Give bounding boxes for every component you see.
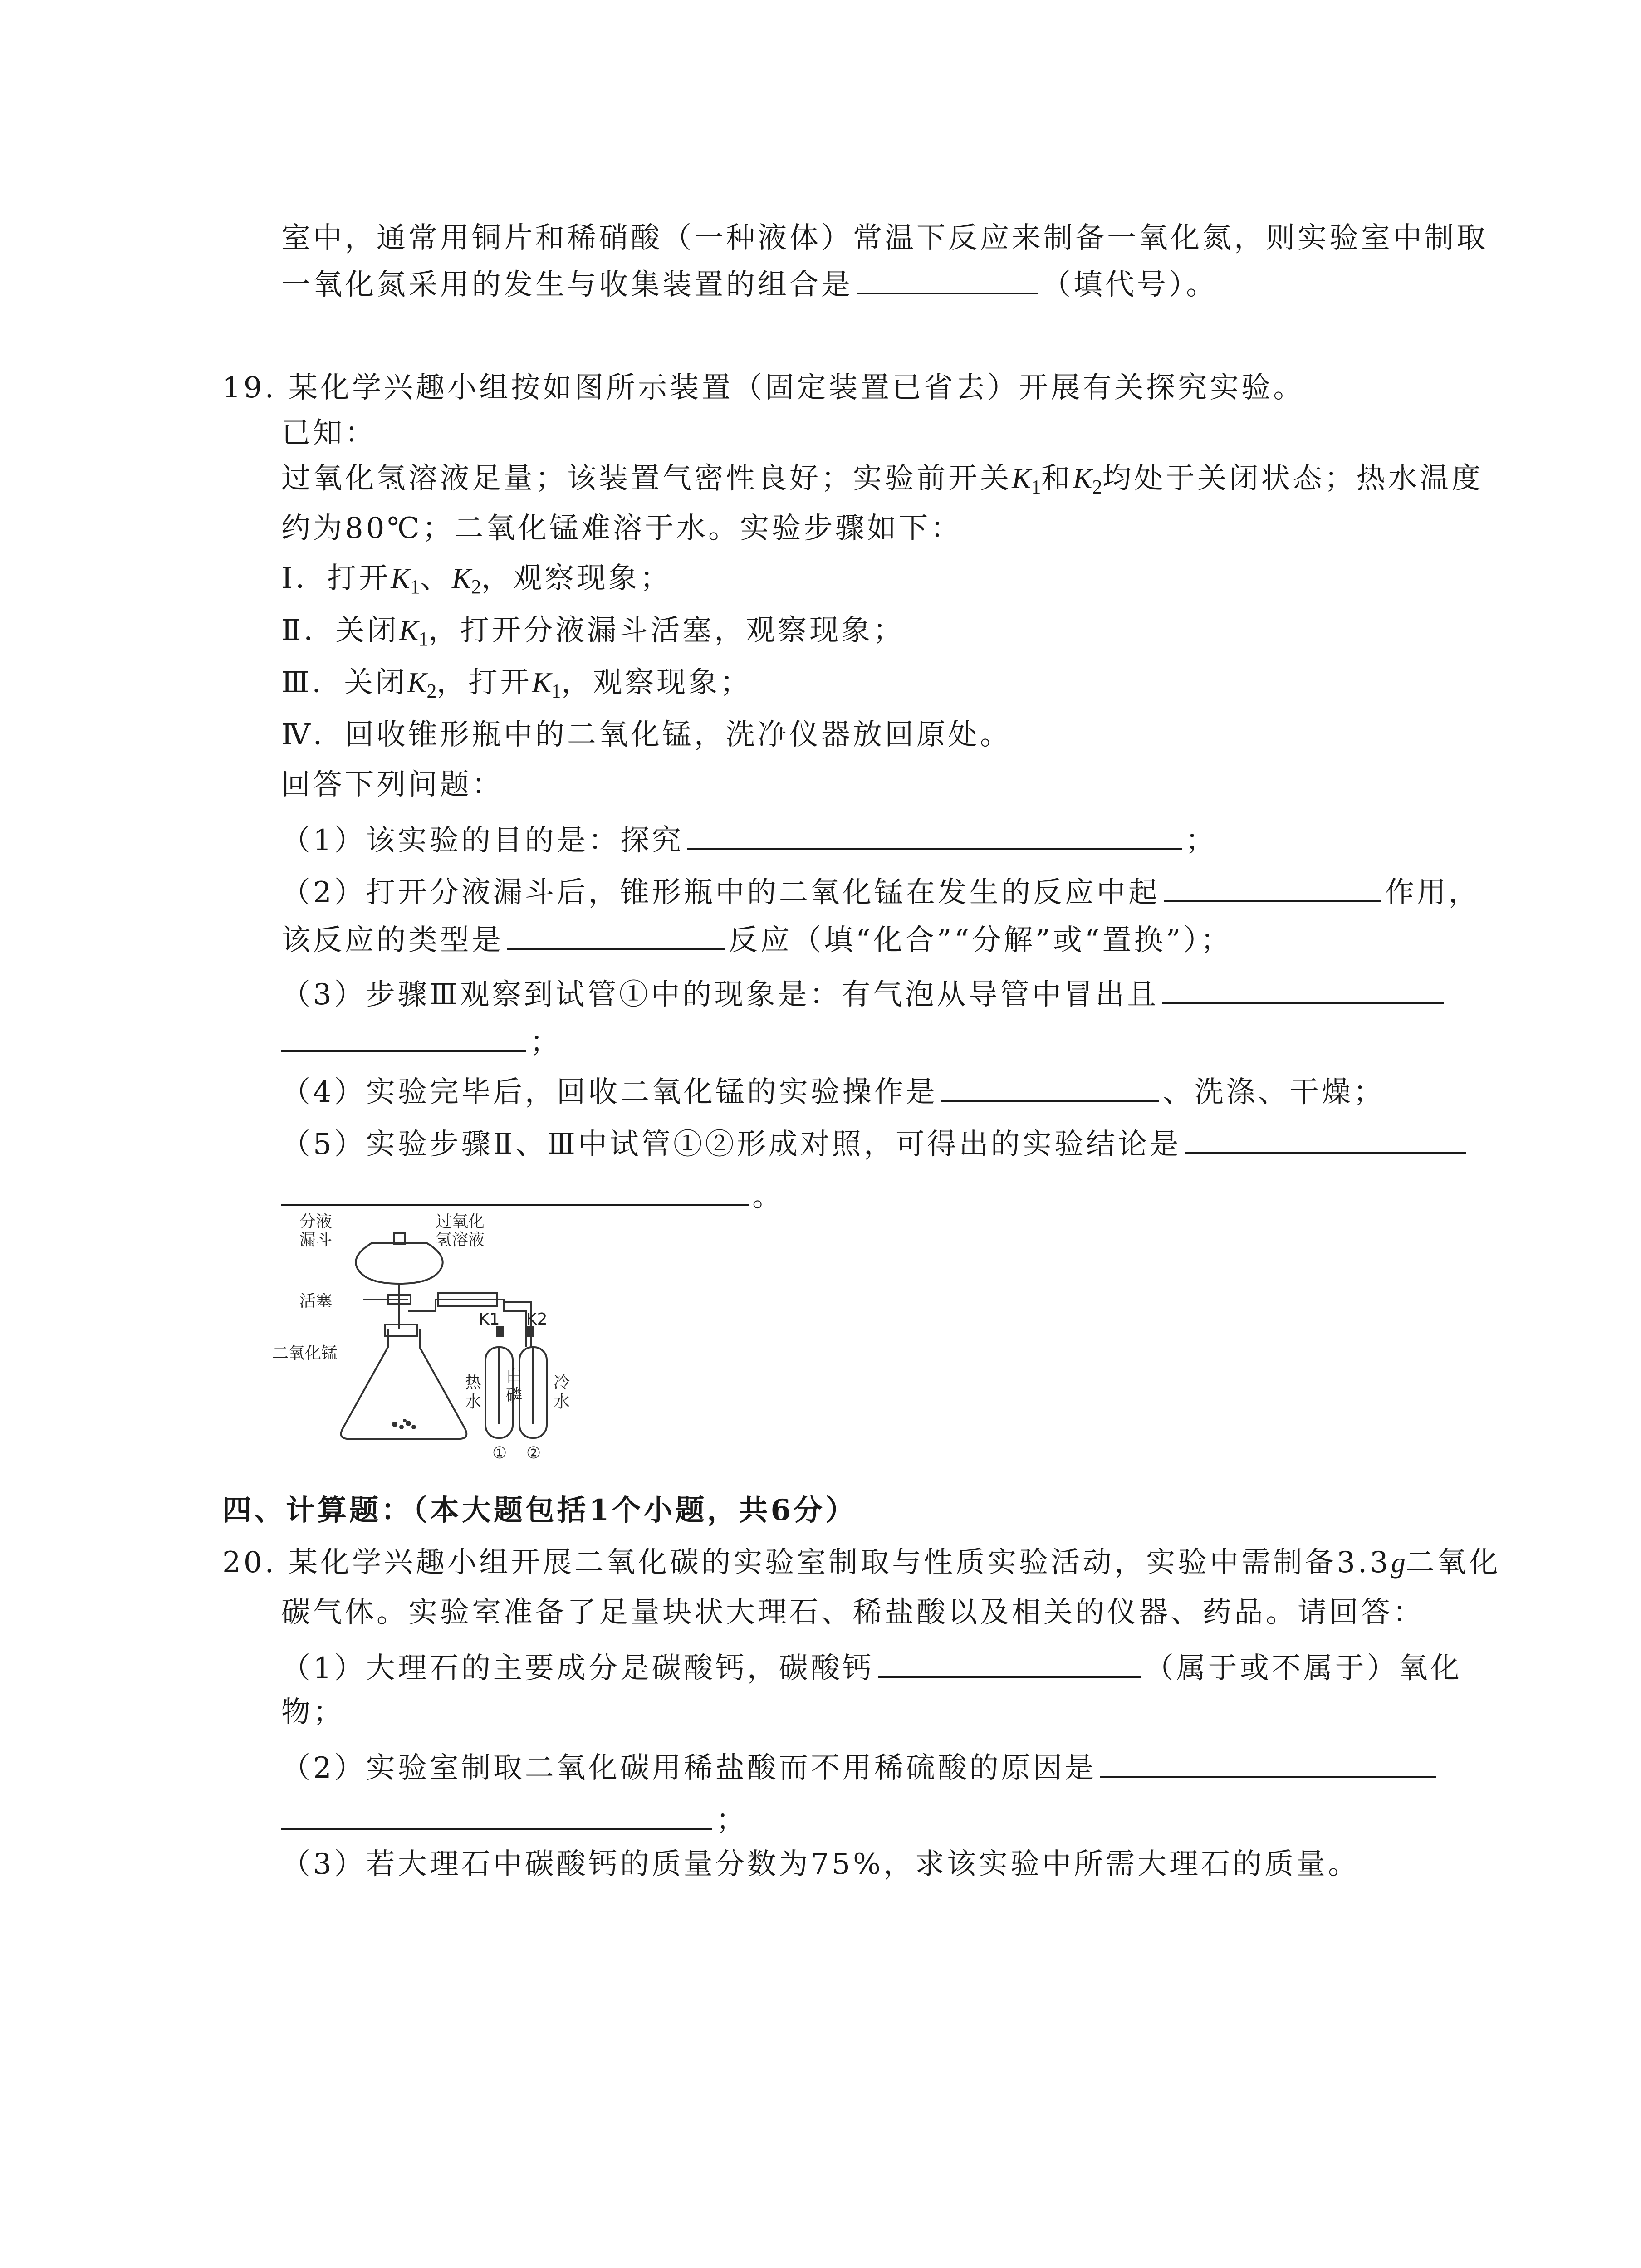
q19-part3-line1: （3）步骤Ⅲ观察到试管①中的现象是：有气泡从导管中冒出且 [281, 971, 1447, 1015]
conical-flask [341, 1329, 467, 1439]
q19-step1: Ⅰ．打开$K_1$、$K_2$，观察现象； [281, 562, 672, 598]
q19-part2-line2: 该反应的类型是 反应（填“化合”“分解”或“置换”）； [281, 916, 1232, 961]
label-hot: 热 [465, 1374, 482, 1392]
q19-part4: （4）实验完毕后，回收二氧化锰的实验操作是 、洗涤、干燥； [281, 1068, 1385, 1113]
prev-question-line1: 室中，通常用铜片和稀硝酸（一种液体）常温下反应来制备一氧化氮，则实验室中制取 [281, 221, 1488, 255]
q20-part1-line1: （1）大理石的主要成分是碳酸钙，碳酸钙 （属于或不属于）氧化 [281, 1644, 1462, 1689]
answer-blank[interactable] [281, 1796, 712, 1830]
q19-known-label: 已知： [281, 416, 377, 450]
q19-step4: Ⅳ．回收锥形瓶中的二氧化锰，洗净仪器放回原处。 [281, 718, 1012, 752]
answer-blank[interactable] [1162, 971, 1444, 1004]
answer-blank[interactable] [507, 916, 725, 950]
prev-question-line2: 一氧化氮采用的发生与收集装置的组合是 （填代号）。 [281, 261, 1218, 305]
q19-known-line1: 过氧化氢溶液足量；该装置气密性良好；实验前开关$K_1$和$K_2$均处于关闭状态；热水温度 [281, 462, 1484, 498]
separatory-funnel [356, 1243, 442, 1284]
label-stopcock: 活塞 [299, 1292, 333, 1310]
q20-part1-line2: 物； [281, 1696, 345, 1729]
label-manganese-dioxide: 二氧化锰 [272, 1344, 338, 1363]
section-4-title: 四、计算题：（本大题包括1个小题，共6分） [222, 1493, 857, 1527]
q19-stem: 19. 某化学兴趣小组按如图所示装置（固定装置已省去）开展有关探究实验。 [222, 371, 1305, 405]
q19-part3-line2: ； [281, 1018, 562, 1063]
label-cold: 冷 [554, 1374, 570, 1392]
q19-part1: （1）该实验的目的是：探究 ； [281, 816, 1217, 861]
q19-step2: Ⅱ．关闭$K_1$，打开分液漏斗活塞，观察现象； [281, 614, 905, 650]
answer-blank[interactable] [941, 1068, 1159, 1102]
q20-part2-line2: ； [281, 1796, 748, 1841]
label-hot-water: 水 [465, 1393, 482, 1411]
manganese-dioxide-powder [392, 1419, 416, 1429]
answer-blank[interactable] [1185, 1120, 1466, 1154]
label-funnel: 漏斗 [299, 1231, 333, 1249]
label-tube-1: ① [492, 1444, 507, 1462]
answer-blank[interactable] [281, 1173, 749, 1206]
q20-part3: （3）若大理石中碳酸钙的质量分数为75%，求该实验中所需大理石的质量。 [281, 1848, 1360, 1881]
label-separatory: 分液 [299, 1212, 333, 1231]
q19-step3: Ⅲ．关闭$K_2$，打开$K_1$，观察现象； [281, 666, 752, 702]
q20-stem-line1: 20. 某化学兴趣小组开展二氧化碳的实验室制取与性质实验活动，实验中需制备3.3g二氧化 [222, 1546, 1501, 1579]
label-white: 白 [506, 1367, 523, 1385]
answer-blank[interactable] [857, 261, 1038, 294]
answer-blank[interactable] [687, 816, 1182, 850]
label-phosphorus: 磷 [506, 1386, 523, 1405]
label-solution: 氢溶液 [436, 1231, 485, 1249]
answer-blank[interactable] [878, 1644, 1141, 1678]
q20-part2-line1: （2）实验室制取二氧化碳用稀盐酸而不用稀硫酸的原因是 [281, 1744, 1440, 1789]
q19-part2-line1: （2）打开分液漏斗后，锥形瓶中的二氧化锰在发生的反应中起 作用， [281, 869, 1480, 913]
answer-blank[interactable] [281, 1018, 526, 1052]
question-number: 20. [222, 1546, 277, 1579]
answer-blank[interactable] [1164, 869, 1381, 902]
label-cold-water: 水 [554, 1393, 570, 1411]
q19-part5-line2: 。 [281, 1173, 784, 1217]
q20-stem-line2: 碳气体。实验室准备了足量块状大理石、稀盐酸以及相关的仪器、药品。请回答： [281, 1596, 1425, 1629]
q19-part5-line1: （5）实验步骤Ⅱ、Ⅲ中试管①②形成对照，可得出的实验结论是 [281, 1120, 1470, 1165]
q19-known-line2: 约为80℃；二氧化锰难溶于水。实验步骤如下： [281, 512, 963, 545]
experiment-apparatus-figure [272, 1211, 590, 1465]
answer-blank[interactable] [1100, 1744, 1436, 1778]
label-k2: K2 [526, 1310, 548, 1329]
label-k1: K1 [479, 1310, 500, 1329]
q19-answer-label: 回答下列问题： [281, 768, 504, 802]
label-tube-2: ② [526, 1444, 541, 1462]
question-number: 19. [222, 371, 277, 405]
label-hydrogen-peroxide: 过氧化 [436, 1212, 485, 1231]
